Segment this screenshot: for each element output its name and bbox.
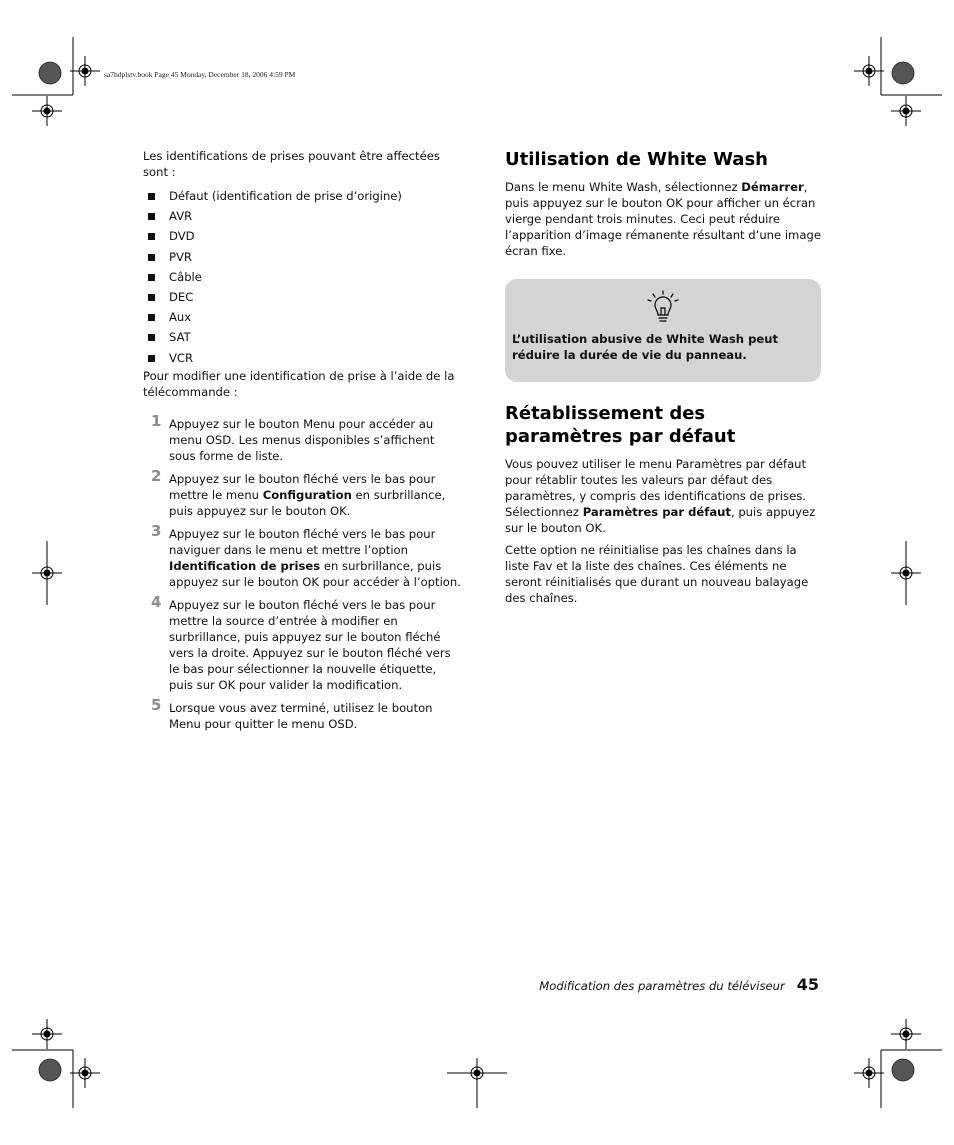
list-item: AVR (143, 206, 461, 226)
reset-defaults-heading: Rétablissement des paramètres par défaut (505, 403, 736, 447)
step-text: en surbrillance, puis appuyez sur le bouton OK. (169, 487, 446, 518)
right-column (505, 148, 821, 606)
step-item (143, 695, 461, 732)
step-item (143, 411, 461, 464)
list-item: PVR (143, 247, 461, 267)
step-text: Lorsque vous avez terminé, utilisez le bouton Menu pour quitter le menu OSD. (169, 700, 433, 731)
lightbulb-icon (647, 290, 679, 324)
step-text: Appuyez sur le bouton fléché vers le bas pour naviguer dans le menu et mettre l’option (169, 526, 436, 557)
step-number: 2 (151, 466, 162, 485)
print-info-header: sa7hdplstv.book Page 45 Monday, December 18, 2006 4:59 PM (104, 70, 296, 79)
intro-text: Les identifications de prises pouvant être affectées sont : (143, 149, 440, 179)
instruction-text: Pour modifier une identification de prise à l’aide de la télécommande : (143, 368, 455, 399)
step-item (143, 592, 461, 693)
step-number: 4 (151, 592, 162, 611)
start-option-bold: Démarrer (741, 180, 804, 194)
list-item: Câble (143, 267, 461, 287)
list-item: DVD (143, 226, 461, 246)
chapter-title: Modification des paramètres du téléviseur (539, 979, 785, 993)
left-column (143, 148, 461, 739)
reset-note-paragraph: Cette option ne réinitialise pas les chaînes dans la liste Fav et la liste des chaînes. Ces éléments ne seront réinitialisés que durant un nouveau balayage des chaînes. (505, 543, 809, 605)
step-text: en surbrillance, puis appuyez sur le bouton OK pour accéder à l’option. (169, 558, 461, 589)
reset-paragraph (505, 456, 821, 536)
list-item: VCR (143, 348, 461, 368)
paragraph-text: , puis appuyez sur le bouton OK. (505, 505, 816, 535)
steps-list (143, 411, 461, 732)
step-item (143, 521, 461, 590)
list-item: Aux (143, 307, 461, 327)
option-name-bold: Identification de prises (169, 558, 321, 573)
menu-name-bold: Configuration (262, 487, 352, 502)
step-text: Appuyez sur le bouton fléché vers le bas pour mettre la source d’entrée à modifier en surbrillance, puis appuyez sur le bouton fléché vers la droite. Appuyez sur le bouton fléché vers le bas pour sélectionner la nouvelle étiquette, puis sur OK pour valider la modification. (169, 597, 451, 692)
list-item: SAT (143, 327, 461, 347)
paragraph-text: Dans le menu White Wash, sélectionnez (505, 180, 742, 194)
step-number: 5 (151, 695, 162, 714)
warning-tip-box (505, 279, 821, 382)
page-footer (470, 975, 819, 994)
white-wash-paragraph (505, 179, 821, 259)
step-text: Appuyez sur le bouton Menu pour accéder au menu OSD. Les menus disponibles s’affichent sous forme de liste. (169, 416, 435, 463)
step-item (143, 466, 461, 519)
list-item: DEC (143, 287, 461, 307)
white-wash-heading: Utilisation de White Wash (505, 149, 768, 170)
step-text: Appuyez sur le bouton fléché vers le bas pour mettre le menu (169, 471, 436, 502)
default-params-bold: Paramètres par défaut (582, 505, 731, 519)
page-number: 45 (796, 975, 819, 994)
paragraph-text: Vous pouvez utiliser le menu Paramètres par défaut pour rétablir toutes les valeurs par défaut des paramètres, y compris des identifications de prises. Sélectionnez (505, 457, 807, 519)
tip-text: L’utilisation abusive de White Wash peut réduire la durée de vie du panneau. (512, 332, 779, 362)
plug-id-list (143, 186, 461, 368)
list-item: Défaut (identification de prise d’origine) (143, 186, 461, 206)
step-number: 1 (151, 411, 162, 430)
step-number: 3 (151, 521, 162, 540)
paragraph-text: , puis appuyez sur le bouton OK pour afficher un écran vierge pendant trois minutes. Ceci peut réduire l’apparition d’image rémanente résultant d’une image écran fixe. (505, 180, 821, 258)
